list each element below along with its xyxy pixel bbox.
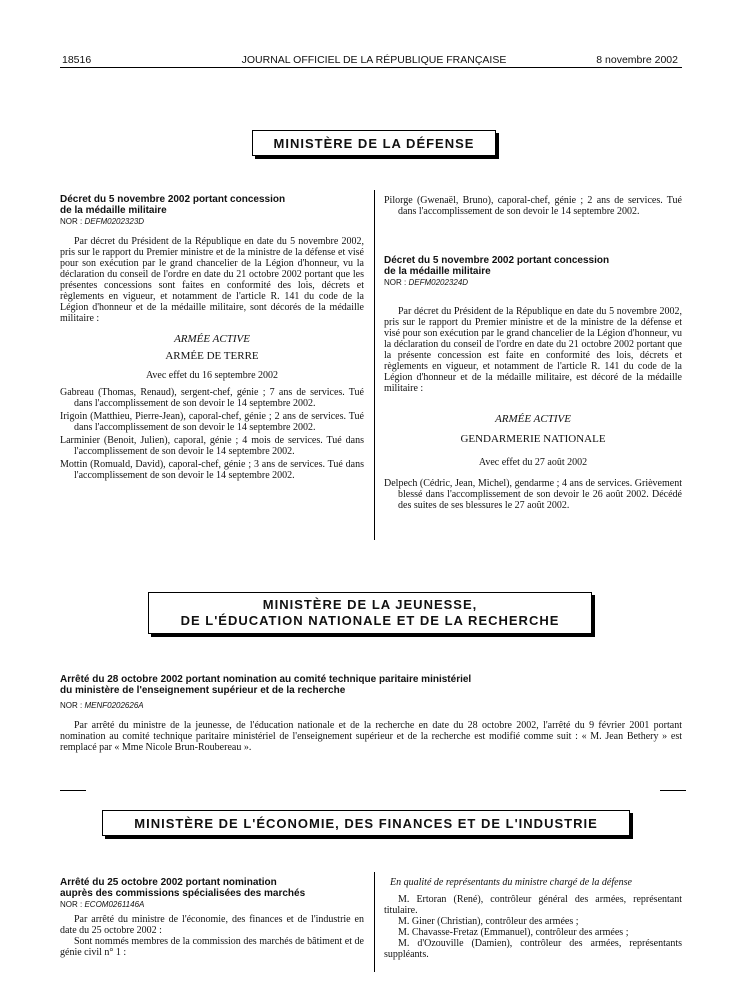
ministry-defense-box bbox=[252, 130, 496, 156]
column-divider bbox=[374, 190, 375, 540]
list-item: Delpech (Cédric, Jean, Michel), gendarme ; 4 ans de services. Grièvement blessé dans l'accomplissement de son devoir le 26 août 2002. Décédé des suites de ses blessures le 27 août 2002. bbox=[384, 478, 682, 511]
decree-1-continued bbox=[384, 195, 682, 217]
list-item: Mottin (Romuald, David), caporal-chef, génie ; 3 ans de services. Tué dans l'accomplissement de son devoir le 14 septembre 2002. bbox=[60, 459, 364, 481]
decree-title-line1: Décret du 5 novembre 2002 portant concession bbox=[384, 255, 610, 266]
nor-reference: NOR : MENF0202626A bbox=[60, 701, 144, 710]
nor-reference: NOR : DEFM0202324D bbox=[384, 278, 469, 287]
nor-reference: NOR : ECOM0261146A bbox=[60, 900, 145, 909]
journal-title: JOURNAL OFFICIEL DE LA RÉPUBLIQUE FRANÇAISE bbox=[241, 54, 507, 66]
arrete-body: Par arrêté du ministre de la jeunesse, de l'éducation nationale et de la recherche en date du 28 octobre 2002, l'arrêté du 9 février 2001 portant nomination au comité technique paritaire ministériel de l'enseignement supérieur et de la recherche est modifié comme suit : « M. Jean Bethery » est remplacé par « Mme Nicole Brun-Roubereau ». bbox=[60, 720, 682, 753]
arrete-1 bbox=[60, 674, 682, 753]
separator-rule bbox=[60, 790, 86, 791]
list-item: M. Chavasse-Fretaz (Emmanuel), contrôleur des armées ; bbox=[398, 927, 629, 938]
header-rule bbox=[60, 67, 682, 68]
arrete-body-2: Sont nommés membres de la commission des marchés de bâtiment et de génie civil n° 1 : bbox=[60, 936, 364, 958]
arrete-title-line2: du ministère de l'enseignement supérieur et de la recherche bbox=[60, 685, 346, 696]
ministry-title-line1: MINISTÈRE DE LA JEUNESSE, bbox=[262, 597, 478, 612]
ministry-title: MINISTÈRE DE L'ÉCONOMIE, DES FINANCES ET DE L'INDUSTRIE bbox=[134, 815, 598, 831]
section-heading: ARMÉE ACTIVE bbox=[495, 413, 571, 425]
decree-body: Par décret du Président de la République en date du 5 novembre 2002, pris sur le rapport du Premier ministre et de la ministre de la défense et visé pour son exécution par le grand chancelier de la Légion d'honneur, vu la déclaration du conseil de l'ordre en date du 21 octobre 2002 portant que la présente concession est faite en conformité des lois, décrets et règlements en vigueur, et notamment de l'article R. 141 du code de la Légion d'honneur et de la médaille militaire, est décoré de la médaille militaire : bbox=[384, 306, 682, 394]
effect-date: Avec effet du 27 août 2002 bbox=[478, 457, 588, 468]
ministry-education-box bbox=[148, 592, 592, 634]
list-item: M. Ertoran (René), contrôleur général des armées, représentant titulaire. bbox=[384, 894, 682, 916]
separator-rule bbox=[660, 790, 686, 791]
effect-date: Avec effet du 16 septembre 2002 bbox=[145, 370, 279, 381]
decree-1 bbox=[60, 194, 364, 481]
list-item: Gabreau (Thomas, Renaud), sergent-chef, génie ; 7 ans de services. Tué dans l'accomplissement de son devoir le 14 septembre 2002. bbox=[60, 387, 364, 409]
nor-reference: NOR : DEFM0202323D bbox=[60, 217, 145, 226]
arrete-body: Par arrêté du ministre de l'économie, des finances et de l'industrie en date du 25 octobre 2002 : bbox=[60, 914, 364, 936]
section-heading: ARMÉE ACTIVE bbox=[174, 333, 250, 345]
decree-title-line1: Décret du 5 novembre 2002 portant concession bbox=[60, 194, 286, 205]
ministry-title: MINISTÈRE DE LA DÉFENSE bbox=[273, 135, 475, 151]
decree-body: Par décret du Président de la République en date du 5 novembre 2002, pris sur le rapport du Premier ministre et de la ministre de la défense et visé pour son exécution par le grand chancelier de la Légion d'honneur, vu la déclaration du conseil de l'ordre en date du 21 octobre 2002 portant que les présentes concessions sont faites en conformité des lois, décrets et règlements en vigueur, et notamment de l'article R. 141 du code de la Légion d'honneur et de la médaille militaire, sont décorés de la médaille militaire : bbox=[60, 236, 364, 324]
list-item: Irigoin (Matthieu, Pierre-Jean), caporal-chef, génie ; 2 ans de services. Tué dans l'accomplissement de son devoir le 14 septembre 2002. bbox=[60, 411, 364, 433]
arrete-title-line2: auprès des commissions spécialisées des marchés bbox=[60, 888, 306, 899]
representatives-heading: En qualité de représentants du ministre chargé de la défense bbox=[390, 877, 632, 888]
arrete-title-line1: Arrêté du 28 octobre 2002 portant nomination au comité technique paritaire ministériel bbox=[60, 674, 472, 685]
column-divider bbox=[374, 872, 375, 972]
arrete-title-line1: Arrêté du 25 octobre 2002 portant nomination bbox=[60, 877, 277, 888]
decree-title-line2: de la médaille militaire bbox=[60, 205, 167, 216]
list-item: Larminier (Benoit, Julien), caporal, génie ; 4 mois de services. Tué dans l'accomplissement de son devoir le 14 septembre 2002. bbox=[60, 435, 364, 457]
subsection-heading: ARMÉE DE TERRE bbox=[165, 350, 259, 362]
list-item: Pilorge (Gwenaël, Bruno), caporal-chef, génie ; 2 ans de services. Tué dans l'accomplissement de son devoir le 14 septembre 2002. bbox=[384, 195, 682, 217]
issue-date: 8 novembre 2002 bbox=[596, 54, 678, 66]
list-item: M. Giner (Christian), contrôleur des armées ; bbox=[398, 916, 579, 927]
subsection-heading: GENDARMERIE NATIONALE bbox=[460, 433, 606, 445]
decree-2 bbox=[384, 255, 682, 511]
ministry-economy-box bbox=[102, 810, 630, 836]
ministry-title-line2: DE L'ÉDUCATION NATIONALE ET DE LA RECHERCHE bbox=[180, 613, 560, 628]
arrete-2 bbox=[60, 877, 364, 958]
list-item: M. d'Ozouville (Damien), contrôleur des armées, représentants suppléants. bbox=[384, 938, 682, 960]
decree-title-line2: de la médaille militaire bbox=[384, 266, 491, 277]
arrete-2-right bbox=[384, 877, 682, 960]
page-number: 18516 bbox=[62, 54, 92, 66]
